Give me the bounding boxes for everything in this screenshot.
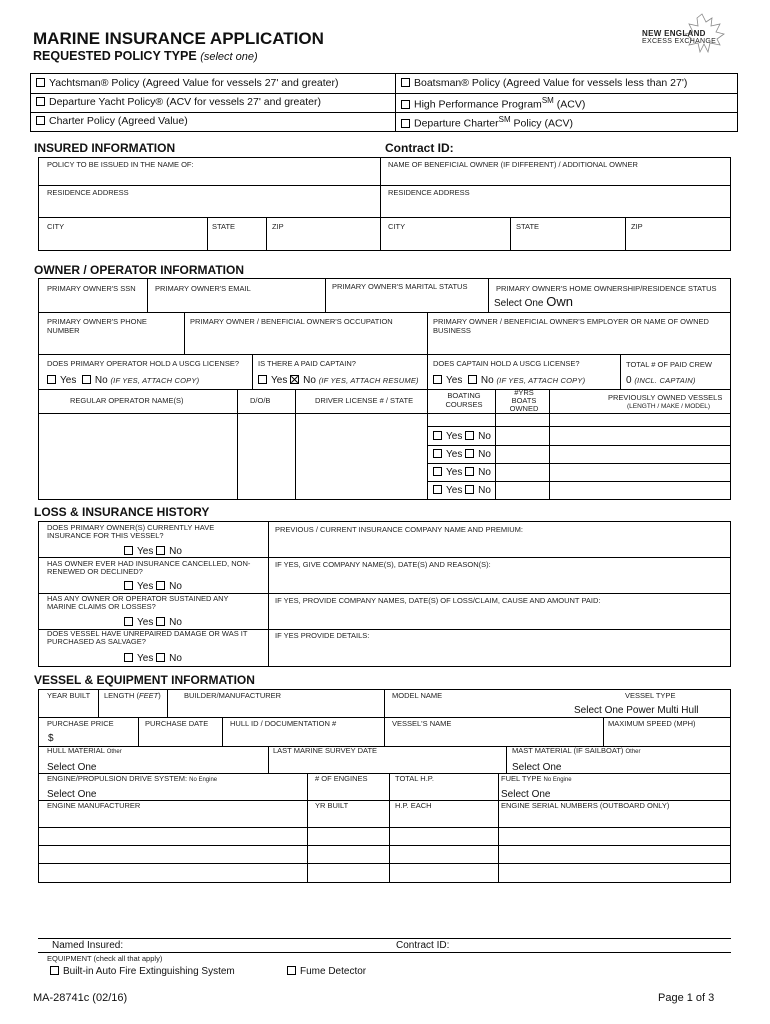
engine-mfr-header: ENGINE MANUFACTURER	[47, 801, 141, 810]
logo-line2: EXCESS EXCHANGE	[642, 38, 717, 45]
yes-checkbox[interactable]	[124, 546, 133, 555]
owner-phone-field[interactable]: PRIMARY OWNER'S PHONE NUMBER	[47, 317, 147, 335]
section-owner-heading: OWNER / OPERATOR INFORMATION	[34, 263, 244, 277]
model-name-field[interactable]: MODEL NAME	[392, 691, 443, 700]
policy-option-yachtsman[interactable]	[36, 77, 339, 89]
dob-header: D/O/B	[250, 396, 271, 405]
total-crew-value[interactable]	[626, 375, 696, 386]
no-checkbox[interactable]	[156, 546, 165, 555]
section-insured-heading: INSURED INFORMATION	[34, 141, 176, 155]
owner-home-label: PRIMARY OWNER'S HOME OWNERSHIP/RESIDENCE STATUS	[496, 284, 717, 293]
num-engines-field[interactable]: # OF ENGINES	[315, 774, 368, 783]
no-checkbox[interactable]	[465, 431, 474, 440]
loss-q4-answer[interactable]	[124, 653, 182, 664]
state-field[interactable]: STATE	[212, 222, 236, 231]
yes-label: Yes	[446, 467, 463, 478]
yes-label: Yes	[60, 375, 77, 386]
yes-checkbox[interactable]	[124, 581, 133, 590]
loss-q3: HAS ANY OWNER OR OPERATOR SUSTAINED ANY MARINE CLAIMS OR LOSSES?	[47, 594, 229, 611]
engine-system-field[interactable]	[47, 774, 217, 783]
policy-option-high-performance[interactable]	[401, 96, 585, 111]
boating-courses-header: BOATING COURSES	[445, 391, 483, 409]
loss-q2-answer[interactable]	[124, 581, 182, 592]
checkbox[interactable]	[401, 119, 410, 128]
policy-name-field[interactable]: POLICY TO BE ISSUED IN THE NAME OF:	[47, 160, 194, 169]
crew-count: 0	[626, 375, 632, 386]
option-label: Departure Charter	[414, 117, 499, 130]
auto-fire-option[interactable]	[50, 966, 235, 977]
company-logo	[640, 12, 735, 56]
owner-marital-field[interactable]: PRIMARY OWNER'S MARITAL STATUS	[332, 282, 468, 291]
yes-label: Yes	[271, 375, 288, 386]
no-label: No	[169, 617, 182, 628]
service-mark: SM	[498, 115, 511, 124]
beneficial-owner-field[interactable]: NAME OF BENEFICIAL OWNER (IF DIFFERENT) / ADDITIONAL OWNER	[388, 160, 638, 169]
loss-q4-detail[interactable]: IF YES PROVIDE DETAILS:	[275, 631, 370, 640]
purchase-date-field[interactable]: PURCHASE DATE	[145, 719, 209, 728]
checkbox[interactable]	[36, 78, 45, 87]
select-placeholder: Select One	[494, 298, 544, 309]
subtitle-text: REQUESTED POLICY TYPE	[33, 49, 197, 63]
yes-checkbox[interactable]	[433, 375, 442, 384]
option-label: Yachtsman® Policy (Agreed Value for vessels 27' and greater)	[49, 77, 339, 89]
policy-option-charter[interactable]	[36, 115, 188, 127]
yes-checkbox[interactable]	[433, 467, 442, 476]
yes-checkbox[interactable]	[258, 375, 267, 384]
hull-material-value: Other	[106, 749, 122, 755]
no-label: No	[169, 653, 182, 664]
mast-material-select[interactable]: Select One	[512, 762, 562, 773]
page-title: MARINE INSURANCE APPLICATION	[33, 29, 324, 48]
total-crew-label: TOTAL # OF PAID CREW	[626, 360, 712, 369]
length-field[interactable]: LENGTH (FEET)	[104, 691, 161, 700]
regular-operator-header: REGULAR OPERATOR NAME(S)	[70, 396, 184, 405]
fuel-type-select[interactable]: Select One	[501, 789, 551, 800]
yes-checkbox[interactable]	[124, 617, 133, 626]
checkbox[interactable]	[50, 966, 59, 975]
owner-ssn-field[interactable]: PRIMARY OWNER'S SSN	[47, 284, 136, 293]
fuel-type-value: No Engine	[543, 777, 572, 783]
owner-employer-field[interactable]: PRIMARY OWNER / BENEFICIAL OWNER'S EMPLOYER OR NAME OF OWNED BUSINESS	[433, 317, 709, 335]
fuel-type-field[interactable]	[501, 774, 572, 783]
boating-course-row-1[interactable]	[433, 431, 491, 442]
attach-note: (IF YES, ATTACH RESUME)	[318, 376, 419, 385]
paid-captain-question: IS THERE A PAID CAPTAIN?	[258, 359, 356, 368]
no-checkbox[interactable]	[156, 617, 165, 626]
policy-option-departure-charter[interactable]	[401, 115, 573, 130]
loss-q3-answer[interactable]	[124, 617, 182, 628]
captain-uscg-question: DOES CAPTAIN HOLD A USCG LICENSE?	[433, 359, 580, 368]
year-built-field[interactable]: YEAR BUILT	[47, 691, 91, 700]
no-checkbox[interactable]	[156, 581, 165, 590]
mast-material-value: Other	[625, 749, 641, 755]
vessel-type-label: VESSEL TYPE	[625, 691, 676, 700]
section-vessel-heading: VESSEL & EQUIPMENT INFORMATION	[34, 673, 255, 687]
vessel-type-select[interactable]	[574, 705, 699, 716]
no-label: No	[169, 546, 182, 557]
no-label: No	[169, 581, 182, 592]
yes-label: Yes	[446, 375, 463, 386]
loss-q1-detail[interactable]: PREVIOUS / CURRENT INSURANCE COMPANY NAME AND PREMIUM:	[275, 525, 523, 534]
boating-course-row-2[interactable]	[433, 449, 491, 460]
residence-address-field[interactable]: RESIDENCE ADDRESS	[47, 188, 129, 197]
hull-material-select[interactable]: Select One	[47, 762, 97, 773]
no-checkbox-checked[interactable]	[290, 375, 299, 384]
yes-label: Yes	[446, 449, 463, 460]
loss-q2: HAS OWNER EVER HAD INSURANCE CANCELLED, NON-RENEWED OR DECLINED?	[47, 559, 251, 576]
section-loss-heading: LOSS & INSURANCE HISTORY	[34, 505, 210, 519]
option-label: Fume Detector	[300, 966, 367, 977]
equipment-label: EQUIPMENT (check all that apply)	[47, 954, 163, 963]
select-placeholder: Select One	[574, 705, 624, 716]
no-checkbox[interactable]	[82, 375, 91, 384]
option-label-tail: Policy (ACV)	[510, 117, 574, 130]
uscg-license-question: DOES PRIMARY OPERATOR HOLD A USCG LICENSE?	[47, 359, 240, 368]
builder-field[interactable]: BUILDER/MANUFACTURER	[184, 691, 282, 700]
page-subtitle	[33, 49, 258, 63]
named-insured-label: Named Insured:	[52, 940, 124, 951]
yes-label: Yes	[446, 485, 463, 496]
no-checkbox[interactable]	[465, 485, 474, 494]
total-hp-field[interactable]: TOTAL H.P.	[395, 774, 434, 783]
engine-system-value: No Engine	[189, 777, 218, 783]
checkbox[interactable]	[401, 100, 410, 109]
owner-occupation-field[interactable]: PRIMARY OWNER / BENEFICIAL OWNER'S OCCUPATION	[190, 317, 393, 326]
yes-checkbox[interactable]	[433, 485, 442, 494]
no-label: No	[478, 467, 491, 478]
option-label: High Performance Program	[414, 98, 542, 111]
checkbox[interactable]	[287, 966, 296, 975]
loss-q1-answer[interactable]	[124, 546, 182, 557]
hull-material-field[interactable]	[47, 746, 122, 755]
fuel-type-label: FUEL TYPE	[501, 774, 542, 783]
loss-q3-detail[interactable]: IF YES, PROVIDE COMPANY NAMES, DATE(S) OF LOSS/CLAIM, CAUSE AND AMOUNT PAID:	[275, 596, 601, 605]
paid-captain-answer[interactable]	[258, 375, 419, 386]
option-label: Charter Policy (Agreed Value)	[49, 115, 188, 127]
owner-email-field[interactable]: PRIMARY OWNER'S EMAIL	[155, 284, 251, 293]
prev-vessels-header: PREVIOUSLY OWNED VESSELS	[608, 393, 723, 402]
state-2-field[interactable]: STATE	[516, 222, 540, 231]
option-label-tail: (ACV)	[553, 98, 586, 111]
form-id: MA-28741c (02/16)	[33, 992, 128, 1004]
mast-material-field[interactable]	[512, 746, 641, 755]
hull-material-label: HULL MATERIAL	[47, 746, 105, 755]
purchase-price-field[interactable]: PURCHASE PRICE	[47, 719, 114, 728]
city-field[interactable]: CITY	[47, 222, 65, 231]
yes-label: Yes	[137, 617, 154, 628]
select-value: Own	[546, 294, 573, 309]
contract-id-label: Contract ID:	[385, 141, 454, 155]
no-label: No	[303, 375, 316, 386]
zip-field[interactable]: ZIP	[272, 222, 284, 231]
no-label: No	[94, 375, 108, 386]
loss-q4: DOES VESSEL HAVE UNREPAIRED DAMAGE OR WAS IT PURCHASED AS SALVAGE?	[47, 629, 248, 646]
yes-label: Yes	[137, 546, 154, 557]
no-checkbox[interactable]	[156, 653, 165, 662]
engine-system-select[interactable]: Select One	[47, 789, 97, 800]
fume-detector-option[interactable]	[287, 966, 366, 977]
yr-built-header: YR BUILT	[315, 801, 349, 810]
no-label: No	[480, 375, 494, 386]
page-number: Page 1 of 3	[658, 992, 715, 1004]
yes-label: Yes	[446, 431, 463, 442]
hp-each-header: H.P. EACH	[395, 801, 432, 810]
no-checkbox[interactable]	[465, 449, 474, 458]
yes-label: Yes	[137, 581, 154, 592]
option-label: Boatsman® Policy (Agreed Value for vessels less than 27')	[414, 77, 688, 89]
attach-note: (IF YES, ATTACH COPY)	[110, 376, 200, 385]
option-label: Departure Yacht Policy® (ACV for vessels 27' and greater)	[49, 96, 321, 108]
logo-line1: NEW ENGLAND	[642, 29, 706, 38]
boating-course-row-4[interactable]	[433, 485, 491, 496]
residence-address-2-field[interactable]: RESIDENCE ADDRESS	[388, 188, 470, 197]
subtitle-note: (select one)	[200, 51, 258, 63]
captain-uscg-answer[interactable]	[433, 375, 585, 386]
hull-id-field[interactable]: HULL ID / DOCUMENTATION #	[230, 719, 337, 728]
contract-id-footer-label: Contract ID:	[396, 940, 450, 951]
yes-checkbox[interactable]	[433, 449, 442, 458]
attach-note: (IF YES, ATTACH COPY)	[496, 376, 586, 385]
no-label: No	[478, 431, 491, 442]
prev-vessels-subheader: (LENGTH / MAKE / MODEL)	[627, 403, 711, 410]
no-label: No	[478, 449, 491, 460]
policy-option-departure-yacht[interactable]	[36, 96, 321, 108]
no-checkbox[interactable]	[465, 467, 474, 476]
engine-system-label: ENGINE/PROPULSION DRIVE SYSTEM:	[47, 774, 188, 783]
home-ownership-select[interactable]	[494, 294, 573, 309]
engine-serial-header: ENGINE SERIAL NUMBERS (OUTBOARD ONLY)	[501, 801, 670, 810]
mast-material-label: MAST MATERIAL (IF SAILBOAT)	[512, 746, 624, 755]
boating-course-row-3[interactable]	[433, 467, 491, 478]
uscg-license-answer[interactable]	[47, 375, 199, 386]
last-survey-field[interactable]: LAST MARINE SURVEY DATE	[273, 746, 378, 755]
insured-grid	[38, 157, 731, 251]
no-label: No	[478, 485, 491, 496]
checkbox[interactable]	[36, 116, 45, 125]
driver-license-header: DRIVER LICENSE # / STATE	[315, 396, 414, 405]
vessel-name-field[interactable]: VESSEL'S NAME	[392, 719, 452, 728]
max-speed-field[interactable]: MAXIMUM SPEED (MPH)	[608, 719, 696, 728]
service-mark: SM	[541, 96, 554, 105]
crew-note: (INCL. CAPTAIN)	[634, 376, 696, 385]
price-dollar-sign: $	[48, 733, 54, 744]
zip-2-field[interactable]: ZIP	[631, 222, 643, 231]
loss-q2-detail[interactable]: IF YES, GIVE COMPANY NAME(S), DATE(S) AND REASON(S):	[275, 560, 491, 569]
select-value: Power Multi Hull	[626, 705, 699, 716]
option-label: Built-in Auto Fire Extinguishing System	[63, 966, 235, 977]
yrs-boats-header: #YRS BOATS OWNED	[509, 388, 539, 413]
checkbox[interactable]	[401, 78, 410, 87]
yes-checkbox[interactable]	[124, 653, 133, 662]
city-2-field[interactable]: CITY	[388, 222, 406, 231]
policy-option-boatsman[interactable]	[401, 77, 687, 89]
yes-checkbox[interactable]	[433, 431, 442, 440]
checkbox[interactable]	[36, 97, 45, 106]
yes-checkbox[interactable]	[47, 375, 56, 384]
no-checkbox[interactable]	[468, 375, 477, 384]
yes-label: Yes	[137, 653, 154, 664]
loss-q1: DOES PRIMARY OWNER(S) CURRENTLY HAVE INSURANCE FOR THIS VESSEL?	[47, 523, 215, 540]
